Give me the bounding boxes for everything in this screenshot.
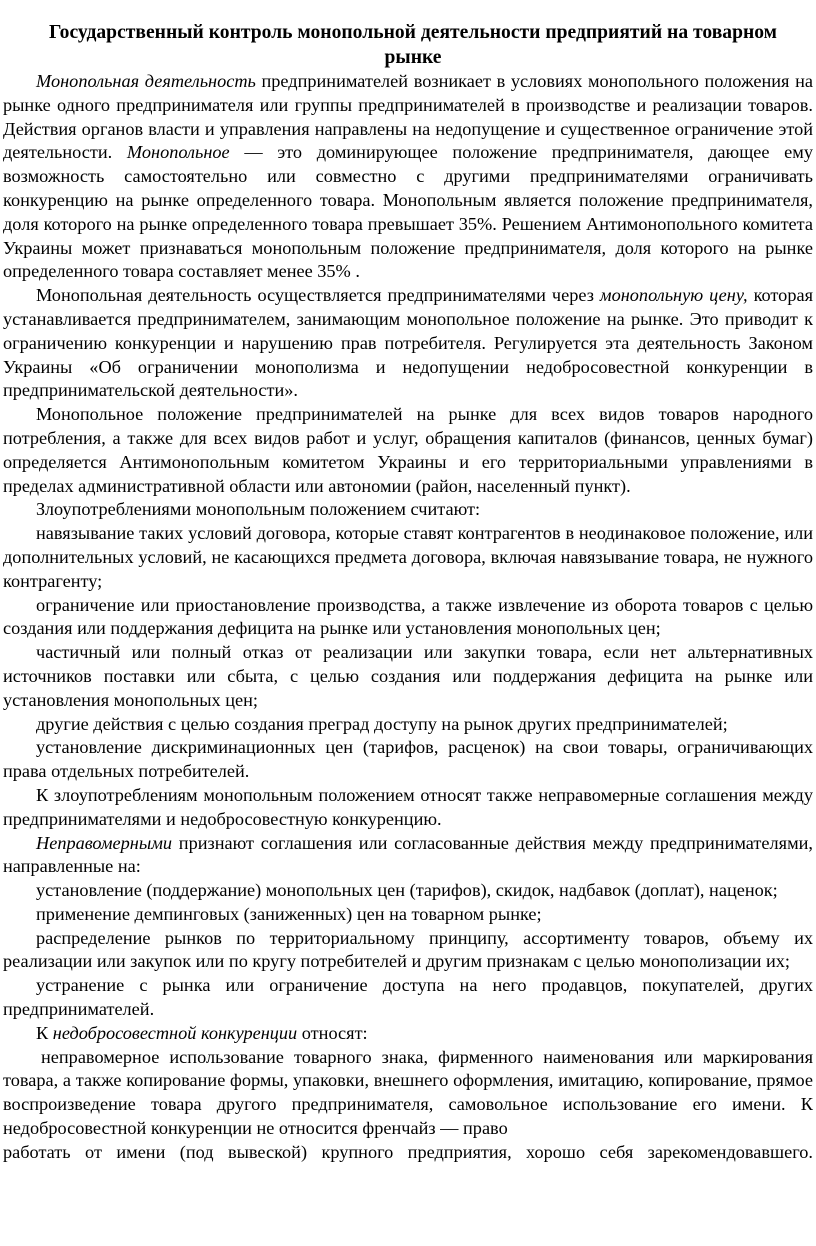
term-monopoly-activity: Монопольная деятельность xyxy=(36,71,256,91)
paragraph-unfair-competition-intro: К недобросовестной конкуренции относят: xyxy=(36,1022,368,1043)
list-item-abuse-3: частичный или полный отказ от реализации или закупки товара, если нет альтернативных источников поставки или сбыта, с целью создания или поддержания дефицита на рынке или установления монопольных цен; xyxy=(3,642,813,710)
paragraph-abuse-intro: Злоупотреблениями монопольным положением считают: xyxy=(36,499,481,520)
list-item-abuse-4: другие действия с целью создания преград доступу на рынок других предпринимателей; xyxy=(36,713,728,734)
list-item-agreement-3: распределение рынков по территориальному принципу, ассортименту товаров, объему их реализации или закупок или по кругу потребителей и другим признакам с целью монополизации их; xyxy=(3,927,813,972)
term-unfair-competition: недобросовестной конкуренции xyxy=(52,1022,298,1043)
list-item-agreement-2: применение демпинговых (заниженных) цен на товарном рынке; xyxy=(36,903,542,924)
paragraph-monopoly-activity: Монопольная деятельность предпринимателей возникает в условиях монопольного положения на рынке одного предпринимателя или группы предпринимателей в производстве и реализации товаров. Действия органов власти и управления направлены на недопущение и существенное ограничение этой деятельности. Монопольное — это доминирующее положение предпринимателя, дающее ему возможность самостоятельно или совместно с другими предпринимателями ограничивать конкуренцию на рынке определенного товара. Монопольным является положение предпринимателя, доля которого на рынке определенного товара превышает 35%. Решением Антимонопольного комитета Украины может признаваться монопольным положение предпринимателя, доля которого на рынке определенного товара составляет менее 35% . xyxy=(3,71,813,282)
document-body xyxy=(3,70,813,1165)
document-title: Государственный контроль монопольной деятельности предприятий на товарном рынке xyxy=(48,22,778,68)
term-monopoly-price: монопольную цену, xyxy=(599,285,748,306)
paragraph-unfair-competition: неправомерное использование товарного знака, фирменного наименования или маркирования товара, а также копирование формы, упаковки, внешнего оформления, имитацию, копирование, прямое воспроизведение товара другого предпринимателя, самовольное использование его имени. К недобросовестной конкуренции не относится френчайз — право работать от имени (под вывеской) крупного предприятия, хорошо себя зарекомендовавшего. xyxy=(3,1046,813,1165)
term-monopoly: Монопольное xyxy=(126,142,230,163)
list-item-agreement-1: установление (поддержание) монопольных цен (тарифов), скидок, надбавок (доплат), наценок; xyxy=(36,880,778,901)
paragraph-abuse-also: К злоупотреблениям монопольным положением относят также неправомерные соглашения между предпринимателями и недобросовестную конкуренцию. xyxy=(3,784,813,829)
list-item-abuse-5: установление дискриминационных цен (тарифов, расценок) на свои товары, ограничивающих права отдельных потребителей. xyxy=(3,737,813,782)
paragraph-monopoly-price: Монопольная деятельность осуществляется предпринимателями через монопольную цену, которая устанавливается предпринимателем, занимающим монопольное положение на рынке. Это приводит к ограничению конкуренции и нарушению прав потребителя. Регулируется эта деятельность Законом Украины «Об ограничении монополизма и недопущении недобросовестной конкуренции в предпринимательской деятельности». xyxy=(3,285,813,401)
paragraph-last-line: работать от имени (под вывеской) крупного предприятия, хорошо себя зарекомендовавшего. xyxy=(3,1141,813,1162)
term-unlawful: Неправомерными xyxy=(36,832,173,853)
list-item-abuse-2: ограничение или приостановление производства, а также извлечение из оборота товаров с целью создания или поддержания дефицита на рынке или установления монопольных цен; xyxy=(3,594,813,639)
paragraph-monopoly-position: Монопольное положение предпринимателей на рынке для всех видов товаров народного потребления, а также для всех видов работ и услуг, обращения капиталов (финансов, ценных бумаг) определяется Антимонопольным комитетом Украины и его территориальными управлениями в пределах административной области или автономии (район, населенный пункт). xyxy=(3,404,813,496)
list-item-abuse-1: навязывание таких условий договора, которые ставят контрагентов в неодинаковое положение, или дополнительных условий, не касающихся предмета договора, включая навязывание товара, не нужного контрагенту; xyxy=(3,523,813,591)
list-item-agreement-4: устранение с рынка или ограничение доступа на него продавцов, покупателей, других предпринимателей. xyxy=(3,975,813,1020)
paragraph-unlawful-agreements: Неправомерными признают соглашения или согласованные действия между предпринимателями, направленные на: xyxy=(3,832,813,877)
